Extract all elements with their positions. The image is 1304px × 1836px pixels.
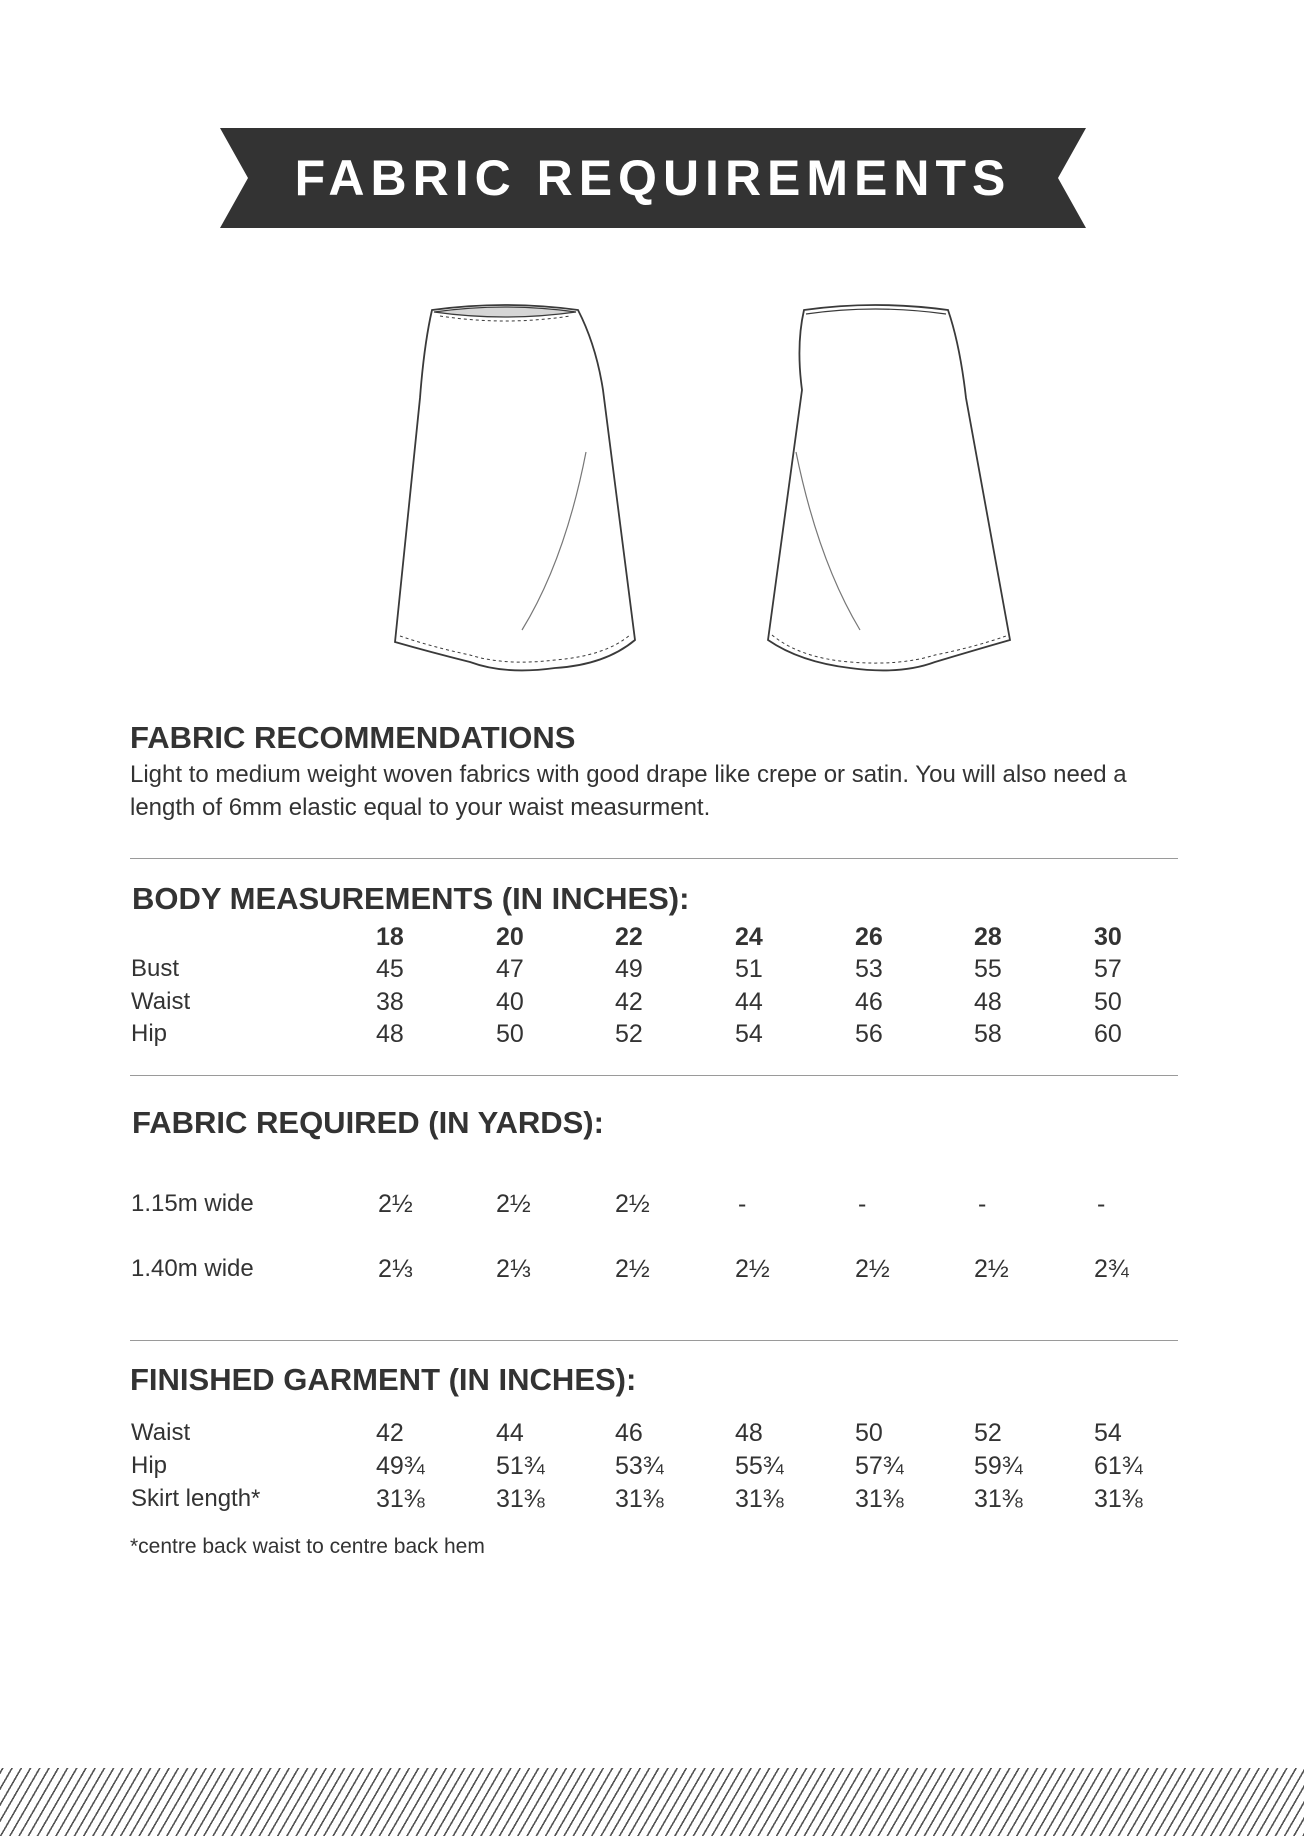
table-cell: 57¾ bbox=[855, 1452, 904, 1480]
table-cell: 2½ bbox=[974, 1255, 1009, 1283]
skirt-front-drawing bbox=[395, 305, 635, 670]
table-cell: 54 bbox=[1094, 1419, 1122, 1447]
table-cell: 31⅜ bbox=[496, 1485, 545, 1513]
table-cell: 51¾ bbox=[496, 1452, 545, 1480]
table-cell: 61¾ bbox=[1094, 1452, 1143, 1480]
size-header-26: 26 bbox=[855, 923, 883, 951]
table-cell: 31⅜ bbox=[1094, 1485, 1143, 1513]
table-cell: 50 bbox=[855, 1419, 883, 1447]
table-cell: 38 bbox=[376, 988, 404, 1016]
section-divider bbox=[130, 858, 1178, 859]
size-header-20: 20 bbox=[496, 923, 524, 951]
row-label: Waist bbox=[131, 1419, 191, 1446]
finished-garment-heading: FINISHED GARMENT (IN INCHES): bbox=[130, 1362, 637, 1397]
size-header-18: 18 bbox=[376, 923, 404, 951]
table-cell: 42 bbox=[615, 988, 643, 1016]
row-label: Hip bbox=[131, 1452, 168, 1479]
row-label: Hip bbox=[131, 1020, 168, 1047]
skirt-back-drawing bbox=[768, 305, 1010, 670]
table-cell: 53¾ bbox=[615, 1452, 664, 1480]
footnote: *centre back waist to centre back hem bbox=[130, 1535, 485, 1558]
recommendations-heading: FABRIC RECOMMENDATIONS bbox=[130, 720, 576, 755]
row-label: 1.15m wide bbox=[131, 1190, 254, 1217]
table-cell: 31⅜ bbox=[376, 1485, 425, 1513]
size-header-22: 22 bbox=[615, 923, 643, 951]
table-cell: - bbox=[858, 1190, 867, 1218]
size-header-30: 30 bbox=[1094, 923, 1122, 951]
table-cell: 2⅓ bbox=[378, 1255, 413, 1283]
table-cell: 55¾ bbox=[735, 1452, 784, 1480]
section-divider bbox=[130, 1340, 1178, 1341]
table-cell: 47 bbox=[496, 955, 524, 983]
table-cell: 31⅜ bbox=[615, 1485, 664, 1513]
table-cell: 45 bbox=[376, 955, 404, 983]
table-cell: 50 bbox=[1094, 988, 1122, 1016]
row-label: 1.40m wide bbox=[131, 1255, 254, 1282]
table-cell: 55 bbox=[974, 955, 1002, 983]
table-cell: 48 bbox=[974, 988, 1002, 1016]
row-label: Skirt length* bbox=[131, 1485, 261, 1512]
row-label: Waist bbox=[131, 988, 191, 1015]
table-cell: 48 bbox=[735, 1419, 763, 1447]
decorative-stripe-band bbox=[0, 1768, 1304, 1836]
row-label: Bust bbox=[131, 955, 180, 982]
table-cell: 60 bbox=[1094, 1020, 1122, 1048]
table-cell: 42 bbox=[376, 1419, 404, 1447]
table-cell: 52 bbox=[615, 1020, 643, 1048]
table-cell: 31⅜ bbox=[974, 1485, 1023, 1513]
table-cell: 44 bbox=[735, 988, 763, 1016]
table-cell: 57 bbox=[1094, 955, 1122, 983]
table-cell: 49¾ bbox=[376, 1452, 425, 1480]
table-cell: 40 bbox=[496, 988, 524, 1016]
table-cell: 58 bbox=[974, 1020, 1002, 1048]
title-banner bbox=[220, 128, 1086, 228]
table-cell: 56 bbox=[855, 1020, 883, 1048]
fabric-required-heading: FABRIC REQUIRED (IN YARDS): bbox=[132, 1105, 604, 1140]
table-cell: - bbox=[738, 1190, 747, 1218]
table-cell: 31⅜ bbox=[855, 1485, 904, 1513]
table-cell: 2½ bbox=[615, 1190, 650, 1218]
table-cell: 31⅜ bbox=[735, 1485, 784, 1513]
recommendations-text: Light to medium weight woven fabrics with good drape like crepe or satin. You will also need a length of 6mm elastic equal to your waist measurment. bbox=[130, 761, 1127, 821]
table-cell: 49 bbox=[615, 955, 643, 983]
table-cell: 51 bbox=[735, 955, 763, 983]
table-cell: 46 bbox=[855, 988, 883, 1016]
body-measurements-heading: BODY MEASUREMENTS (IN INCHES): bbox=[132, 881, 690, 916]
size-header-28: 28 bbox=[974, 923, 1002, 951]
table-cell: 53 bbox=[855, 955, 883, 983]
section-divider bbox=[130, 1075, 1178, 1076]
table-cell: 2½ bbox=[496, 1190, 531, 1218]
table-cell: 52 bbox=[974, 1419, 1002, 1447]
table-cell: 2⅓ bbox=[496, 1255, 531, 1283]
table-cell: 50 bbox=[496, 1020, 524, 1048]
table-cell: 2¾ bbox=[1094, 1255, 1129, 1283]
table-cell: 2½ bbox=[378, 1190, 413, 1218]
table-cell: 2½ bbox=[735, 1255, 770, 1283]
table-cell: 2½ bbox=[855, 1255, 890, 1283]
table-cell: 59¾ bbox=[974, 1452, 1023, 1480]
table-cell: 2½ bbox=[615, 1255, 650, 1283]
page-title: FABRIC REQUIREMENTS bbox=[294, 150, 1012, 206]
size-header-24: 24 bbox=[735, 923, 763, 951]
table-cell: 48 bbox=[376, 1020, 404, 1048]
table-cell: 54 bbox=[735, 1020, 763, 1048]
table-cell: 44 bbox=[496, 1419, 524, 1447]
skirt-illustrations bbox=[360, 290, 1040, 700]
table-cell: 46 bbox=[615, 1419, 643, 1447]
table-cell: - bbox=[1097, 1190, 1106, 1218]
table-cell: - bbox=[978, 1190, 987, 1218]
